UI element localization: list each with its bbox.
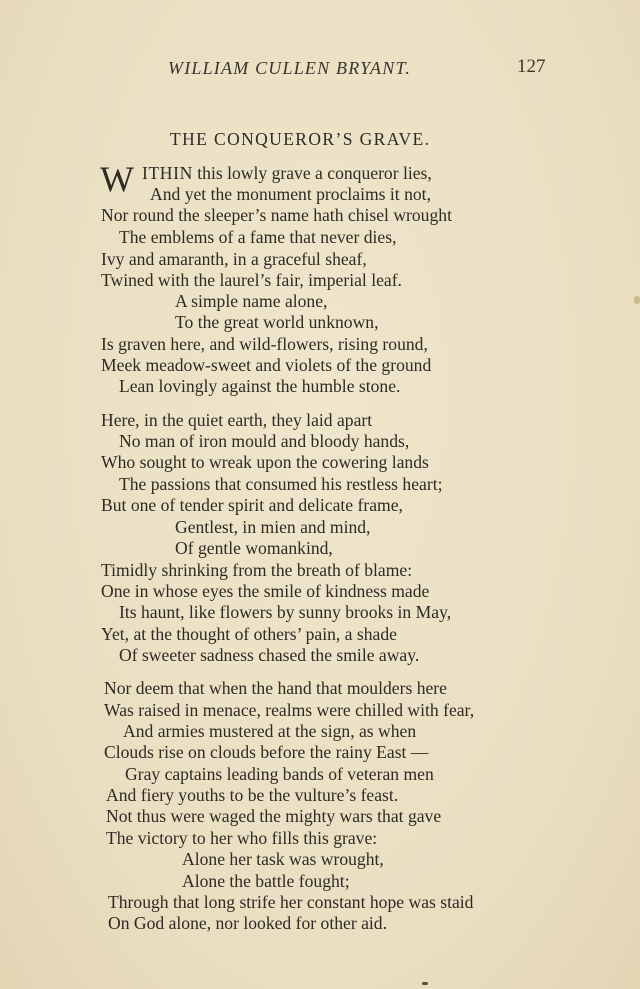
- poem-line: Alone the battle fought;: [182, 871, 350, 891]
- poem-line: Alone her task was wrought,: [182, 849, 384, 869]
- poem-line: Timidly shrinking from the breath of blame:: [101, 560, 413, 580]
- poem-line: Of gentle womankind,: [175, 538, 333, 558]
- poem-line: Gentlest, in mien and mind,: [175, 517, 371, 537]
- poem-line: Twined with the laurel’s fair, imperial leaf.: [101, 270, 402, 290]
- poem-line: Meek meadow-sweet and violets of the ground: [101, 355, 432, 375]
- poem-line: The passions that consumed his restless heart;: [119, 474, 443, 494]
- paper-stain: [634, 296, 640, 304]
- poem-line: Its haunt, like flowers by sunny brooks in May,: [119, 602, 452, 622]
- poem-line: Through that long strife her constant hope was staid: [108, 892, 474, 912]
- poem-line: Gray captains leading bands of veteran men: [125, 764, 434, 784]
- poem-line: No man of iron mould and bloody hands,: [119, 431, 410, 451]
- poem-line: Ivy and amaranth, in a graceful sheaf,: [101, 249, 367, 269]
- ink-mark: [422, 982, 428, 985]
- poem-line: On God alone, nor looked for other aid.: [108, 913, 387, 933]
- poem-line: And yet the monument proclaims it not,: [150, 184, 431, 204]
- first-line-caps: ITHIN: [142, 163, 193, 183]
- page-number: 127: [517, 56, 546, 77]
- poem-line: The emblems of a fame that never dies,: [119, 227, 397, 247]
- running-head: WILLIAM CULLEN BRYANT.: [168, 58, 412, 78]
- poem-line: Was raised in menace, realms were chilled with fear,: [104, 700, 475, 720]
- poem-line: The victory to her who fills this grave:: [106, 828, 378, 848]
- poem-line: One in whose eyes the smile of kindness made: [101, 581, 430, 601]
- poem-line-first: [142, 165, 432, 183]
- poem-title: THE CONQUEROR’S GRAVE.: [170, 129, 431, 149]
- poem-line: Nor deem that when the hand that moulders here: [104, 678, 447, 698]
- poem-line: But one of tender spirit and delicate frame,: [101, 495, 403, 515]
- poem-line: Lean lovingly against the humble stone.: [119, 376, 401, 396]
- poem-line: And fiery youths to be the vulture’s feast.: [106, 785, 399, 805]
- poem-line: To the great world unknown,: [175, 312, 379, 332]
- poem-line: And armies mustered at the sign, as when: [123, 721, 417, 741]
- poem-line: Yet, at the thought of others’ pain, a shade: [101, 624, 397, 644]
- poem-line: Nor round the sleeper’s name hath chisel wrought: [101, 205, 452, 225]
- poem-line: Who sought to wreak upon the cowering lands: [101, 452, 429, 472]
- poem-line: Not thus were waged the mighty wars that gave: [106, 806, 442, 826]
- first-line-text: this lowly grave a conqueror lies,: [192, 163, 432, 183]
- poem-line: Clouds rise on clouds before the rainy East —: [104, 742, 429, 762]
- poem-line: Here, in the quiet earth, they laid apart: [101, 410, 373, 430]
- poem-line: Of sweeter sadness chased the smile away.: [119, 645, 420, 665]
- drop-cap: W: [100, 159, 133, 199]
- poem-line: A simple name alone,: [175, 291, 328, 311]
- poem-line: Is graven here, and wild-flowers, rising round,: [101, 334, 428, 354]
